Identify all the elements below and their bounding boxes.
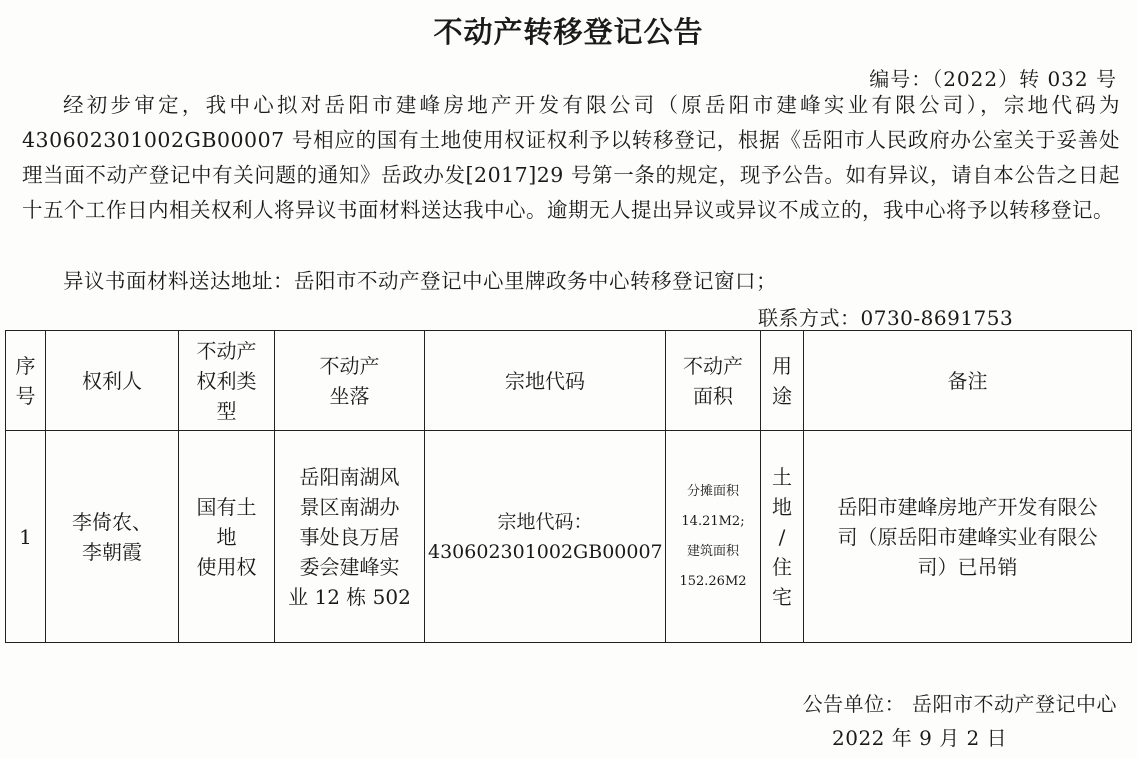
header-location: 不动产 坐落 bbox=[275, 331, 425, 431]
header-right-type: 不动产 权利类 型 bbox=[179, 331, 275, 431]
header-parcel-code: 宗地代码 bbox=[425, 331, 666, 431]
cell-holder: 李倚农、 李朝霞 bbox=[46, 431, 179, 643]
notice-title: 不动产转移登记公告 bbox=[433, 15, 704, 49]
cell-seq: 1 bbox=[6, 431, 46, 643]
objection-address: 异议书面材料送达地址：岳阳市不动产登记中心里牌政务中心转移登记窗口； bbox=[63, 269, 777, 293]
cell-area: 分摊面积 14.21M2; 建筑面积 152.26M2 bbox=[666, 431, 761, 643]
cell-remarks: 岳阳市建峰房地产开发有限公 司（原岳阳市建峰实业有限公 司）已吊销 bbox=[804, 431, 1132, 643]
header-use: 用 途 bbox=[761, 331, 804, 431]
cell-use: 土 地 / 住 宅 bbox=[761, 431, 804, 643]
registration-table bbox=[5, 330, 1132, 643]
header-seq: 序 号 bbox=[6, 331, 46, 431]
header-holder: 权利人 bbox=[46, 331, 179, 431]
cell-parcel-code: 宗地代码： 430602301002GB00007 bbox=[425, 431, 666, 643]
cell-location: 岳阳南湖风 景区南湖办 事处良万居 委会建峰实 业 12 栋 502 bbox=[275, 431, 425, 643]
document-number: 编号：（2022）转 032 号 bbox=[869, 67, 1117, 91]
table-row bbox=[6, 431, 1132, 643]
header-area: 不动产 面积 bbox=[666, 331, 761, 431]
header-remarks: 备注 bbox=[804, 331, 1132, 431]
cell-right-type: 国有土 地 使用权 bbox=[179, 431, 275, 643]
table-header-row bbox=[6, 331, 1132, 431]
issuing-unit: 公告单位： 岳阳市不动产登记中心 bbox=[802, 692, 1117, 716]
notice-body: 经初步审定，我中心拟对岳阳市建峰房地产开发有限公司（原岳阳市建峰实业有限公司），宗地代码为 430602301002GB00007 号相应的国有土地使用权证权利予以转移登记，根据《岳阳市人民政府办公室关于妥善处理当面不动产登记中有关问题的通知》岳政办发[2017]29 号第一条的规定，现予公告。如有异议，请自本公告之日起十五个工作日内相关权利人将异议书面材料送达我中心。逾期无人提出异议或异议不成立的，我中心将予以转移登记。 bbox=[22, 93, 1120, 222]
contact-info: 联系方式：0730-8691753 bbox=[758, 306, 1014, 330]
issue-date: 2022 年 9 月 2 日 bbox=[832, 726, 1008, 750]
